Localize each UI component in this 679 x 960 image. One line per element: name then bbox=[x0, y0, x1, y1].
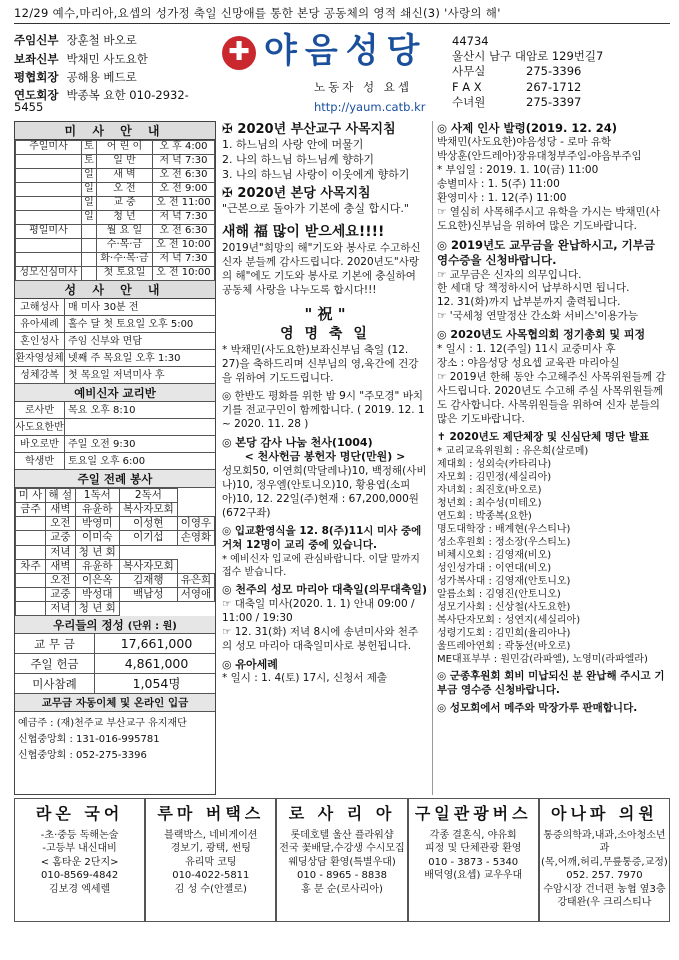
ad-line: 052. 257. 7970 bbox=[566, 870, 643, 882]
mass-cell: 어 린 이 bbox=[97, 141, 153, 155]
mass-cell: 오 전 bbox=[97, 183, 153, 197]
duty-cell bbox=[16, 602, 46, 616]
mass-row bbox=[16, 183, 215, 197]
announcement-line: ☞ '국세청 연말정산 간소화 서비스'이용가능 bbox=[437, 310, 638, 323]
offering-row bbox=[15, 634, 215, 654]
offering-label: 미사참례 bbox=[15, 674, 95, 693]
announcement-line: 성소후원회 : 정소장(우스티노) bbox=[437, 536, 571, 548]
tithe-lines bbox=[437, 269, 666, 325]
mass-cell: 월 요 일 bbox=[97, 225, 153, 239]
address: 울산시 남구 대암로 129번길7 bbox=[452, 49, 604, 64]
ad-line: 김 성 수(안젤로) bbox=[174, 883, 247, 895]
duty-head-cell: 미 사 bbox=[16, 489, 46, 503]
announcement-line: 울뜨레아연회 : 곽동선(바오로) bbox=[437, 640, 571, 652]
council-lines bbox=[437, 343, 666, 427]
announcement-line: * 부임일 : 2019. 1. 10(금) 11:00 bbox=[437, 164, 599, 177]
ad-box bbox=[408, 798, 539, 922]
duty-cell bbox=[16, 531, 46, 545]
duty-cell: 백남성 bbox=[119, 587, 177, 601]
patron-saint: 노동자 성 요셉 bbox=[314, 80, 412, 94]
announcement-line: 알름소회 : 김영진(안토니오) bbox=[437, 588, 561, 600]
class-time: 주일 오전 9:30 bbox=[68, 439, 136, 450]
parish-guideline: "근본으로 돌아가 기본에 충실 합시다." bbox=[222, 202, 409, 216]
duty-row bbox=[16, 517, 215, 531]
class-name: 학생반 bbox=[15, 453, 65, 469]
mass-title: 미 사 안 내 bbox=[15, 122, 215, 140]
mass-cell: 저 녁 7:30 bbox=[152, 253, 214, 267]
announcement-line: ☞ 교무금은 신자의 의무입니다. bbox=[437, 268, 582, 281]
duty-cell bbox=[16, 587, 46, 601]
mass-cell bbox=[81, 239, 96, 253]
welcome-note: * 예비신자 입교에 관심바랍니다. 이달 말까지 접수 받습니다. bbox=[222, 553, 420, 579]
ad-line: 수암시장 건너편 농협 옆3층 bbox=[543, 883, 666, 895]
mass-cell: 저 녁 7:30 bbox=[152, 211, 214, 225]
duty-cell: 오전 bbox=[45, 573, 75, 587]
duty-cell: 저녁 bbox=[45, 602, 75, 616]
appointment-title: ◎ 사제 인사 발령(2019. 12. 24) bbox=[437, 121, 617, 135]
sacrament-name: 성체강복 bbox=[15, 367, 65, 383]
ad-line: 김보경 엑세렐 bbox=[49, 883, 111, 895]
ad-title: 로 사 리 아 bbox=[288, 804, 396, 823]
mass-cell: 첫 토요일 bbox=[97, 267, 153, 281]
announcement-line: 제대회 : 성외숙(카타리나) bbox=[437, 458, 552, 470]
duty-header bbox=[16, 489, 215, 503]
donation-subtitle: < 천사헌금 봉헌자 명단(만원) > bbox=[244, 450, 406, 464]
announcement-line: 송별미사 : 1. 5(주) 11:00 bbox=[437, 178, 560, 191]
mass-cell: 오 후 4:00 bbox=[152, 141, 214, 155]
announcement-line: 자녀회 : 최진호(바오로) bbox=[437, 484, 542, 496]
duty-cell: 손영화 bbox=[177, 531, 214, 545]
notices-column bbox=[218, 121, 432, 795]
mass-row bbox=[16, 225, 215, 239]
ad-line: -고등부 내신대비 bbox=[42, 843, 117, 855]
announcement-line: 한 세대 당 책정하시어 납부하시면 됩니다. bbox=[437, 282, 630, 295]
clergy-row: 연도회장 박종복 요한 010-2932-5455 bbox=[14, 87, 189, 115]
mass-row bbox=[16, 141, 215, 155]
duty-row bbox=[16, 587, 215, 601]
guideline-line: 3. 나의 하느님 사랑이 이웃에게 향하기 bbox=[222, 167, 410, 181]
clergy-row: 평협회장 공해용 베드로 bbox=[14, 70, 137, 84]
sacrament-time: 매 미사 30분 전 bbox=[68, 302, 139, 313]
announcement-line: 박채민(사도요한)야음성당 - 로마 유학 bbox=[437, 136, 612, 149]
duty-cell: 금주 bbox=[16, 503, 46, 517]
bank-line: 예금주 : (재)천주교 부산교구 유지재단 bbox=[18, 718, 187, 730]
catechism-title: 예비신자 교리반 bbox=[15, 384, 215, 402]
parish-guideline-title: ✠ 2020년 본당 사목지침 bbox=[222, 186, 371, 202]
ad-title: 루마 버택스 bbox=[157, 804, 265, 823]
sacrament-row bbox=[15, 316, 215, 333]
cross-emblem-icon: ✚ bbox=[222, 36, 256, 70]
mass-table bbox=[15, 140, 215, 281]
sacrament-row bbox=[15, 299, 215, 316]
contact-label: F A X bbox=[452, 79, 482, 94]
ad-line: 010-8569-4842 bbox=[41, 870, 119, 882]
feast-title: " 祝 " bbox=[304, 305, 346, 324]
announcement-line: ☞ 2019년 한해 동안 수고해주신 사목위원들께 감사드립니다. 2020년도 수고해 주실 사목위원들께도 감사합니다. 사목위원들을 위하여 신자 분들의 많은 기도바랍니다. bbox=[437, 370, 666, 425]
duty-head-cell: 1독서 bbox=[75, 489, 119, 503]
contact-label: 사무실 bbox=[452, 64, 486, 79]
duty-row bbox=[16, 573, 215, 587]
ad-box bbox=[276, 798, 407, 922]
mass-cell: 성모신심미사 bbox=[16, 267, 82, 281]
bank-line: 신협중앙회 : 052-275-3396 bbox=[18, 750, 147, 762]
class-time bbox=[65, 419, 215, 435]
duty-cell: 이미숙 bbox=[75, 531, 119, 545]
baptism-text: * 일시 : 1. 4(토) 17시, 신청서 제출 bbox=[222, 672, 388, 685]
mass-row bbox=[16, 155, 215, 169]
auto-transfer-title: 교무금 자동이체 및 온라인 입금 bbox=[15, 694, 215, 712]
mass-cell: 오 전 6:30 bbox=[152, 169, 214, 183]
ad-line: 경보기, 광택, 썬팅 bbox=[170, 843, 251, 855]
contact-value: 275-3397 bbox=[526, 94, 582, 109]
announcement-line: 비체시오회 : 김영재(비오) bbox=[437, 549, 552, 561]
class-name: 로사반 bbox=[15, 402, 65, 418]
donation-text: 성모회50, 이연희(막달레나)10, 백정해(사비나)10, 정우엘(안토니오)10, 황용엽(소피아)10, 12. 22일(주)현재 : 67,200,000원(672구좌) bbox=[222, 465, 427, 519]
sacrament-name: 환자영성체 bbox=[15, 350, 65, 366]
bank-line: 신협중앙회 : 131-016-995781 bbox=[18, 734, 160, 746]
website-link[interactable]: http://yaum.catb.kr bbox=[314, 100, 426, 114]
announcement-line: 환영미사 : 1. 12(주) 11:00 bbox=[437, 192, 567, 205]
ad-box bbox=[539, 798, 670, 922]
ad-line: 피정 및 단체관광 환영 bbox=[424, 843, 522, 855]
mass-cell: 새 벽 bbox=[97, 169, 153, 183]
mass-cell bbox=[16, 155, 82, 169]
ad-line: 전국 꽃배달,수강생 수시모집 bbox=[279, 843, 405, 855]
solemnity-text: ☞ 12. 31(화) 저녁 8시에 송년미사와 천주의 성모 마리아 대축일미사로 봉헌됩니다. bbox=[222, 625, 419, 652]
announcement-line: 청년회 : 최수성(미테오) bbox=[437, 497, 542, 509]
mass-cell bbox=[81, 253, 96, 267]
offering-amount: 17,661,000 bbox=[120, 636, 193, 652]
donation-title: ◎ 본당 감사 나눔 천사(1004) bbox=[222, 435, 373, 449]
announcement-line: ☞ 열심히 사목해주시고 유학을 가시는 박채민(사도요한)신부님을 위하여 많은 기도바랍니다. bbox=[437, 206, 660, 232]
mass-row bbox=[16, 253, 215, 267]
contact-value: 275-3396 bbox=[526, 64, 582, 79]
duty-table bbox=[15, 488, 215, 616]
ad-line: 홍 문 순(로사리아) bbox=[301, 883, 383, 895]
mass-cell: 일 bbox=[81, 183, 96, 197]
solemnity-text: ☞ 대축일 미사(2020. 1. 1) 안내 09:00 / 11:00 / 19:30 bbox=[222, 597, 415, 624]
mass-cell: 오 전 9:00 bbox=[152, 183, 214, 197]
duty-cell: 서영애 bbox=[177, 587, 214, 601]
duty-cell: 이기섭 bbox=[119, 531, 177, 545]
duty-cell: 유윤하 bbox=[75, 559, 119, 573]
sacrament-time: 주임 신부와 면담 bbox=[68, 336, 142, 347]
duty-cell: 교중 bbox=[45, 587, 75, 601]
sacrament-time: 넷째 주 목요일 오후 1:30 bbox=[68, 353, 181, 364]
solemnity-title: ◎ 천주의 성모 마리아 대축일(의무대축일) bbox=[222, 583, 427, 597]
announcement-line: 복사단자모회 : 성연지(세실리아) bbox=[437, 614, 581, 626]
announcement-line: * 일시 : 1. 12(주일) 11시 교중미사 후 bbox=[437, 342, 616, 355]
sacrament-list bbox=[15, 299, 215, 384]
offering-title: 우리들의 정성 (단위 : 원) bbox=[15, 616, 215, 634]
duty-cell: 교중 bbox=[45, 531, 75, 545]
ad-line: 롯데호텔 울산 플라워샵 bbox=[290, 829, 394, 841]
diocese-guideline-title: ✠ 2020년 부산교구 사목지침 bbox=[222, 122, 396, 137]
leaders-list bbox=[437, 445, 666, 666]
mass-cell: 교 중 bbox=[97, 197, 153, 211]
guideline-line: 1. 하느님의 사랑 안에 머물기 bbox=[222, 138, 364, 152]
postal-code: 44734 bbox=[452, 34, 489, 48]
sacrament-name: 고해성사 bbox=[15, 299, 65, 315]
duty-head-cell: 2독서 bbox=[119, 489, 177, 503]
duty-cell: 유윤하 bbox=[75, 503, 119, 517]
mass-cell: 일 bbox=[81, 169, 96, 183]
ad-line: 010 - 8965 - 8838 bbox=[297, 870, 387, 882]
mass-cell: 평일미사 bbox=[16, 225, 82, 239]
ad-box bbox=[14, 798, 145, 922]
new-year-title: 새해 福 많이 받으세요!!!! bbox=[222, 224, 385, 241]
mass-cell: 토 bbox=[81, 155, 96, 169]
offering-label: 교 무 금 bbox=[15, 634, 95, 653]
catechism-row bbox=[15, 436, 215, 453]
class-time: 목요 오후 8:10 bbox=[68, 405, 136, 416]
duty-cell: 오전 bbox=[45, 517, 75, 531]
mass-row bbox=[16, 211, 215, 225]
mass-cell: 청 년 bbox=[97, 211, 153, 225]
duty-cell: 새벽 bbox=[45, 503, 75, 517]
mass-row bbox=[16, 267, 215, 281]
ad-line: < 홈타운 2단지> bbox=[40, 856, 119, 868]
announcement-line: 12. 31(화)까지 납부분까지 출력됩니다. bbox=[437, 296, 621, 309]
mass-cell bbox=[16, 253, 82, 267]
mass-cell bbox=[81, 267, 96, 281]
clergy-row: 주임신부 장훈철 바오로 bbox=[14, 33, 137, 47]
contact-info bbox=[452, 34, 674, 110]
class-name: 사도요한반 bbox=[15, 419, 65, 435]
ad-title: 라온 국어 bbox=[35, 804, 124, 823]
guideline-line: 2. 나의 하느님 하느님께 향하기 bbox=[222, 152, 374, 166]
sacrament-row bbox=[15, 350, 215, 367]
contact-value: 267-1712 bbox=[526, 79, 582, 94]
sacrament-time: 첫 목요일 저녁미사 후 bbox=[68, 370, 165, 381]
announcement-line: 박상훈(안드레아)장유대청부주임-야음부주임 bbox=[437, 150, 642, 163]
advertisements bbox=[14, 798, 670, 922]
mass-cell: 오 전 10:00 bbox=[152, 267, 214, 281]
duty-row bbox=[16, 531, 215, 545]
mass-cell: 일 bbox=[81, 197, 96, 211]
mass-row bbox=[16, 239, 215, 253]
welcome-text: ◎ 입교환영식을 12. 8(주)11시 미사 중에 거쳐 12명이 교리 중에 있습니다. bbox=[222, 524, 422, 551]
parish-logo bbox=[218, 30, 458, 120]
duty-cell bbox=[16, 545, 46, 559]
baptism-title: ◎ 유아세례 bbox=[222, 657, 278, 671]
duty-cell: 이은옥 bbox=[75, 573, 119, 587]
mass-cell bbox=[16, 211, 82, 225]
duty-cell: 청 년 회 bbox=[75, 602, 119, 616]
announcement-line: * 교리교육위원회 : 유은희(살로메) bbox=[437, 445, 589, 457]
ad-line: (목,어깨,허리,무릎통증,교정) bbox=[541, 856, 668, 868]
duty-cell: 차주 bbox=[16, 559, 46, 573]
announcement-line: 연도회 : 박종복(요한) bbox=[437, 510, 532, 522]
mass-cell: 일 bbox=[81, 211, 96, 225]
offering-amount: 4,861,000 bbox=[124, 656, 189, 672]
announcement-line: 성령기도회 : 김민희(율리아나) bbox=[437, 627, 571, 639]
class-time: 토요일 오후 6:00 bbox=[68, 456, 146, 467]
clergy-row: 보좌신부 박채민 사도요한 bbox=[14, 51, 148, 66]
mass-cell bbox=[16, 183, 82, 197]
catechism-row bbox=[15, 419, 215, 436]
ad-title: 아나파 의원 bbox=[550, 804, 658, 823]
mass-cell: 주일미사 bbox=[16, 141, 82, 155]
leaders-title: ✝ 2020년도 제단체장 및 신심단체 명단 발표 bbox=[437, 430, 650, 443]
mass-row bbox=[16, 197, 215, 211]
ad-line: 유리막 코팅 bbox=[185, 856, 237, 868]
sacrament-name: 혼인성사 bbox=[15, 333, 65, 349]
contact-label: 수녀원 bbox=[452, 94, 486, 109]
ad-line: 블랙박스, 네비게이션 bbox=[164, 829, 258, 841]
mass-cell: 수·목·금 bbox=[97, 239, 153, 253]
ad-line: 강태완(우 크리스티나 bbox=[557, 897, 652, 909]
duty-row bbox=[16, 602, 215, 616]
parish-name: 야음성당 bbox=[264, 31, 428, 71]
new-year-text: 2019년"희망의 해"기도와 봉사로 수고하신 신자 분들께 감사드립니다. 2020년도"사랑의 해"에도 기도와 봉사로 기본에 충실하여 공동체 사랑을 나누도록 합시다!!! bbox=[222, 241, 421, 296]
council-title: ◎ 2020년도 사목협의회 정기총회 및 피정 bbox=[437, 328, 646, 342]
top-banner: 12/29 예수,마리아,요셉의 성가정 축일 신망애를 통한 본당 공동체의 영적 쇄신(3) '사랑의 해' bbox=[14, 6, 670, 24]
mass-cell: 토 bbox=[81, 141, 96, 155]
duty-row bbox=[16, 545, 215, 559]
announcement-line: 장소 : 야음성당 성요셉 교육관 마리아실 bbox=[437, 356, 620, 369]
appointment-lines bbox=[437, 136, 666, 234]
bank-info bbox=[15, 712, 215, 768]
ad-line: 010 - 3873 - 5340 bbox=[428, 856, 519, 868]
mass-row bbox=[16, 169, 215, 183]
ad-line: -초·중등 독해논술 bbox=[40, 829, 119, 841]
sacrament-row bbox=[15, 333, 215, 350]
sacrament-title: 성 사 안 내 bbox=[15, 281, 215, 299]
offering-amount: 1,054명 bbox=[132, 676, 181, 692]
duty-cell: 이영우 bbox=[177, 517, 214, 531]
duty-row bbox=[16, 559, 215, 573]
sale-text: ◎ 성모회에서 메주와 막장가루 판매합니다. bbox=[437, 701, 638, 714]
duty-cell bbox=[16, 573, 46, 587]
ad-title: 구일관광버스 bbox=[414, 804, 532, 823]
mass-cell: 화·수·목·금 bbox=[97, 253, 153, 267]
offering-label: 주일 헌금 bbox=[15, 654, 95, 673]
announcement-line: 성가복사대 : 김영재(안토니오) bbox=[437, 575, 571, 587]
duty-cell: 이성현 bbox=[119, 517, 177, 531]
offering-row bbox=[15, 674, 215, 694]
duty-cell: 저녁 bbox=[45, 545, 75, 559]
ad-line: 통증의학과,내과,소아청소년과 bbox=[543, 829, 666, 855]
mass-cell: 오 전 6:30 bbox=[152, 225, 214, 239]
offering-row bbox=[15, 654, 215, 674]
catechism-row bbox=[15, 453, 215, 470]
announcement-line: 자모회 : 김민정(세실리아) bbox=[437, 471, 552, 483]
duty-cell: 박영미 bbox=[75, 517, 119, 531]
announcements-column bbox=[432, 121, 670, 795]
mass-cell: 오 전 10:00 bbox=[152, 239, 214, 253]
military-support-text: ◎ 군종후원회 회비 미납되신 분 완납해 주시고 기부금 영수증 신청바랍니다. bbox=[437, 669, 665, 696]
announcement-line: 성인성가대 : 이연대(비오) bbox=[437, 562, 552, 574]
sacrament-name: 유아세례 bbox=[15, 316, 65, 332]
duty-cell bbox=[16, 517, 46, 531]
clergy-info bbox=[14, 33, 214, 121]
schedule-column bbox=[14, 121, 216, 795]
feast-text: * 박채민(사도요한)보좌신부님 축일 (12. 27)을 축하드리며 신부님의 영,육간에 건강을 위하여 기도드립니다. bbox=[222, 344, 419, 384]
ad-box bbox=[145, 798, 276, 922]
duty-cell: 청 년 회 bbox=[75, 545, 119, 559]
mass-cell: 오 전 11:00 bbox=[152, 197, 214, 211]
announcement-line: ME대표부부 : 원민감(라파엘), 노영미(라파엘라) bbox=[437, 653, 648, 665]
duty-head-cell: 해 설 bbox=[45, 489, 75, 503]
tithe-title: ◎ 2019년도 교무금을 완납하시고, 기부금 영수증을 신청바랍니다. bbox=[437, 237, 655, 268]
class-name: 바오로반 bbox=[15, 436, 65, 452]
mass-cell: 일 반 bbox=[97, 155, 153, 169]
duty-cell: 새벽 bbox=[45, 559, 75, 573]
duty-cell: 복사자모회 bbox=[119, 559, 177, 573]
mass-cell: 저 녁 7:30 bbox=[152, 155, 214, 169]
liturgy-duty-title: 주일 전례 봉사 bbox=[15, 470, 215, 488]
feast-subtitle: 영 명 축 일 bbox=[280, 326, 370, 343]
mass-cell bbox=[16, 197, 82, 211]
duty-cell: 유은희 bbox=[177, 573, 214, 587]
duty-cell: 김재행 bbox=[119, 573, 177, 587]
mass-cell bbox=[81, 225, 96, 239]
mass-cell bbox=[16, 239, 82, 253]
duty-cell: 박성대 bbox=[75, 587, 119, 601]
announcement-line: 성모기사회 : 신상철(사도요한) bbox=[437, 601, 571, 613]
duty-cell: 복사자모회 bbox=[119, 503, 177, 517]
announcement-line: 명도대학장 : 배계현(우스티나) bbox=[437, 523, 571, 535]
ad-line: 배덕영(요셉) 교우우대 bbox=[424, 870, 523, 882]
offering-list bbox=[15, 634, 215, 694]
duty-row bbox=[16, 503, 215, 517]
catechism-row bbox=[15, 402, 215, 419]
ad-line: 웨딩상담 환영(특별우대) bbox=[288, 856, 396, 868]
catechism-list bbox=[15, 402, 215, 470]
peace-prayer-text: ◎ 한반도 평화를 위한 밤 9시 "주모경" 바치기를 전교구민이 함께합니다. ( 2019. 12. 1 ~ 2020. 11. 28 ) bbox=[222, 389, 425, 430]
sacrament-row bbox=[15, 367, 215, 384]
ad-line: 010-4022-5811 bbox=[172, 870, 250, 882]
mass-cell bbox=[16, 169, 82, 183]
sacrament-time: 홀수 달 첫 토요일 오후 5:00 bbox=[68, 319, 194, 330]
ad-line: 각종 결혼식, 야유회 bbox=[429, 829, 517, 841]
